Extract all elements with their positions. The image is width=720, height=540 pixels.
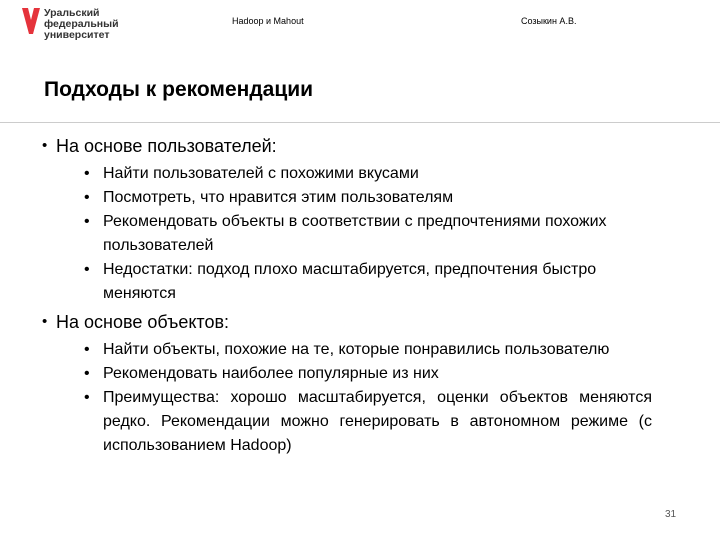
bullet-icon: • [84, 389, 90, 406]
bullet-icon: • [84, 261, 90, 278]
objects-approach-list [42, 338, 662, 458]
list-item-text: Посмотреть, что нравится этим пользователям [103, 189, 454, 206]
bullet-icon: • [42, 137, 48, 154]
list-item [84, 338, 652, 362]
header-course-title: Hadoop и Mahout [232, 16, 304, 26]
bullet-icon: • [84, 189, 90, 206]
section-heading-text: На основе объектов: [56, 312, 230, 332]
list-item [84, 162, 652, 186]
section-heading-users [42, 134, 662, 158]
slide-content [42, 134, 662, 458]
section-heading-text: На основе пользователей: [56, 136, 277, 156]
section-heading-objects [42, 310, 662, 334]
university-logo [22, 8, 132, 42]
title-divider [0, 122, 720, 123]
bullet-icon: • [84, 213, 90, 230]
list-item [84, 186, 652, 210]
bullet-icon: • [84, 165, 90, 182]
logo-line-2: федеральный [44, 18, 119, 30]
list-item [84, 386, 652, 458]
list-item [84, 258, 652, 306]
logo-line-1: Уральский [44, 7, 100, 19]
bullet-icon: • [42, 313, 48, 330]
bullet-icon: • [84, 341, 90, 358]
logo-mark-icon [22, 8, 40, 34]
page-number: 31 [665, 509, 677, 520]
header-author: Созыкин А.В. [521, 16, 577, 26]
list-item [84, 362, 652, 386]
list-item-text: Рекомендовать объекты в соответствии с предпочтениями похожих пользователей [103, 213, 607, 254]
users-approach-list [42, 162, 662, 306]
bullet-icon: • [84, 365, 90, 382]
list-item-text: Преимущества: хорошо масштабируется, оценки объектов меняются редко. Рекомендации можно генерировать в автономном режиме (с использованием Hadoop) [103, 389, 652, 454]
list-item-text: Недостатки: подход плохо масштабируется, предпочтения быстро меняются [103, 261, 597, 302]
list-item-text: Найти объекты, похожие на те, которые понравились пользователю [103, 341, 610, 358]
list-item [84, 210, 652, 258]
logo-text [44, 8, 119, 41]
slide-title: Подходы к рекомендации [44, 78, 314, 101]
list-item-text: Найти пользователей с похожими вкусами [103, 165, 419, 182]
logo-line-3: университет [44, 29, 110, 41]
list-item-text: Рекомендовать наиболее популярные из них [103, 365, 439, 382]
